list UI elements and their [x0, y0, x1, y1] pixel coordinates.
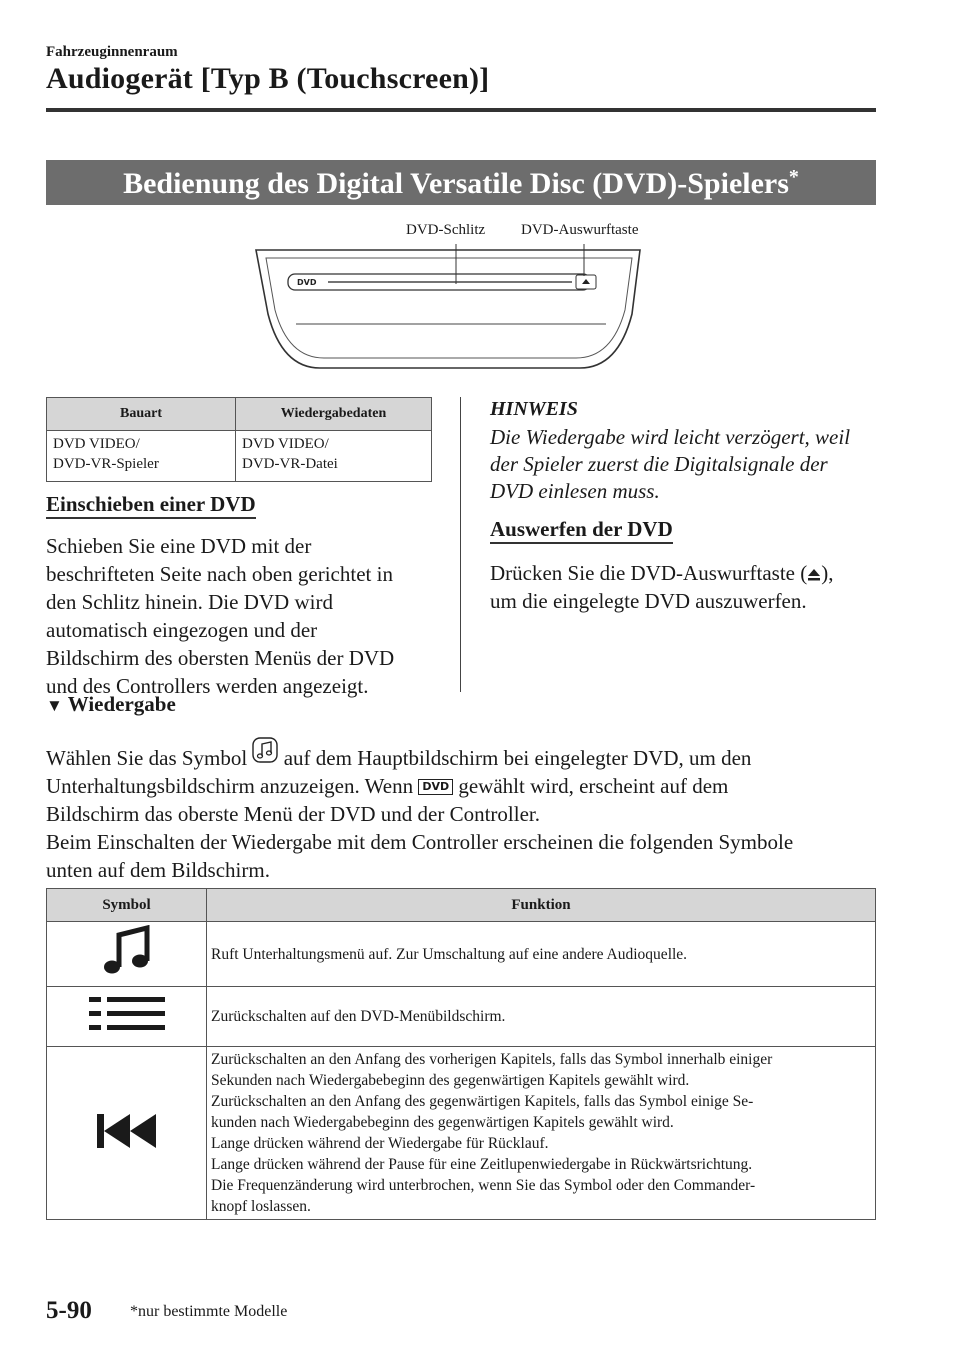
spec-table — [46, 397, 432, 482]
dvd-logo: DVD — [297, 278, 317, 287]
symbol-header: Symbol — [47, 889, 207, 922]
page-number: 5-90 — [46, 1297, 92, 1324]
header-rule — [46, 108, 876, 112]
footnote: *nur bestimmte Modelle — [130, 1303, 288, 1320]
banner-title: Bedienung des Digital Versatile Disc (DVD)-Spielers — [123, 167, 789, 200]
note-text: Die Wiedergabe wird leicht verzögert, weil der Spieler zuerst die Digitalsignale der DVD einlesen muss. — [490, 425, 851, 503]
eject-dvd-text: Drücken Sie die DVD-Auswurftaste ( ), um die eingelegte DVD auszuwerfen. — [490, 561, 834, 613]
spec-header-type: Bauart — [47, 398, 236, 431]
spec-header-data: Wiedergabedaten — [236, 398, 432, 431]
function-desc: Zurückschalten auf den DVD-Menübildschirm. — [207, 987, 876, 1047]
table-row — [47, 1047, 876, 1220]
column-divider — [460, 397, 461, 692]
eject-icon — [807, 567, 821, 583]
triangle-marker-icon: ▼ — [46, 696, 63, 715]
table-row — [47, 987, 876, 1047]
insert-dvd-text: Schieben Sie eine DVD mit der beschrifteten Seite nach oben gerichtet in den Schlitz hinein. Die DVD wird automatisch eingezogen und der Bildschirm des obersten Menüs der DVD und des Controllers werden angezeigt. — [46, 534, 395, 698]
table-row — [47, 431, 432, 482]
callout-eject-button: DVD-Auswurftaste — [521, 222, 639, 238]
skip-back-icon — [94, 1111, 160, 1151]
section-banner — [46, 160, 876, 205]
symbol-table — [46, 888, 876, 1220]
dvd-source-icon: DVD — [418, 779, 453, 795]
table-row — [47, 922, 876, 987]
eject-dvd-heading: Auswerfen der DVD — [490, 517, 673, 544]
chapter-title: Audiogerät [Typ B (Touchscreen)] — [46, 62, 490, 95]
function-desc: Ruft Unterhaltungsmenü auf. Zur Umschaltung auf eine andere Audioquelle. — [207, 922, 876, 987]
breadcrumb: Fahrzeuginnenraum — [46, 44, 178, 60]
insert-dvd-heading: Einschieben einer DVD — [46, 492, 256, 519]
dvd-unit-diagram — [250, 244, 650, 374]
function-desc: Zurückschalten an den Anfang des vorherigen Kapitels, falls das Symbol innerhalb einiger Sekunden nach Wiedergabebeginn des gegenwärtigen Kapitels gewählt wird. Zurückschalten an den Anfang des gegenwärtigen Kapitels, falls das Symbol einige Se- kunden nach Wiedergabebeginn des gegenwärtigen Kapitels gewählt wird. Lange drücken während der Wiedergabe für Rücklauf. Lange drücken während der Pause für eine Zeitlupenwiedergabe in Rückwärtsrichtung. Die Frequenzänderung wird unterbrochen, wenn Sie das Symbol oder den Commander- knopf loslassen. — [207, 1047, 876, 1220]
note-label: HINWEIS — [490, 398, 578, 420]
menu-list-icon — [87, 994, 167, 1034]
music-note-icon — [97, 925, 157, 979]
banner-asterisk: * — [788, 166, 799, 188]
music-note-icon — [252, 737, 278, 767]
callout-dvd-slot: DVD-Schlitz — [406, 222, 486, 238]
playback-heading: ▼ Wiedergabe — [46, 692, 176, 716]
spec-cell-type: DVD VIDEO/ DVD-VR-Spieler — [47, 431, 236, 482]
playback-text: Wählen Sie das Symbol auf dem Hauptbildschirm bei eingelegter DVD, um den Unterhaltungsbildschirm anzuzeigen. Wenn DVD gewählt wird, erscheint auf dem Bildschirm das oberste Menü der DVD und der Controller. Beim Einschalten der Wiedergabe mit dem Controller erscheinen die folgenden Symbole unten auf dem Bildschirm. — [46, 737, 876, 884]
spec-cell-data: DVD VIDEO/ DVD-VR-Datei — [236, 431, 432, 482]
function-header: Funktion — [207, 889, 876, 922]
